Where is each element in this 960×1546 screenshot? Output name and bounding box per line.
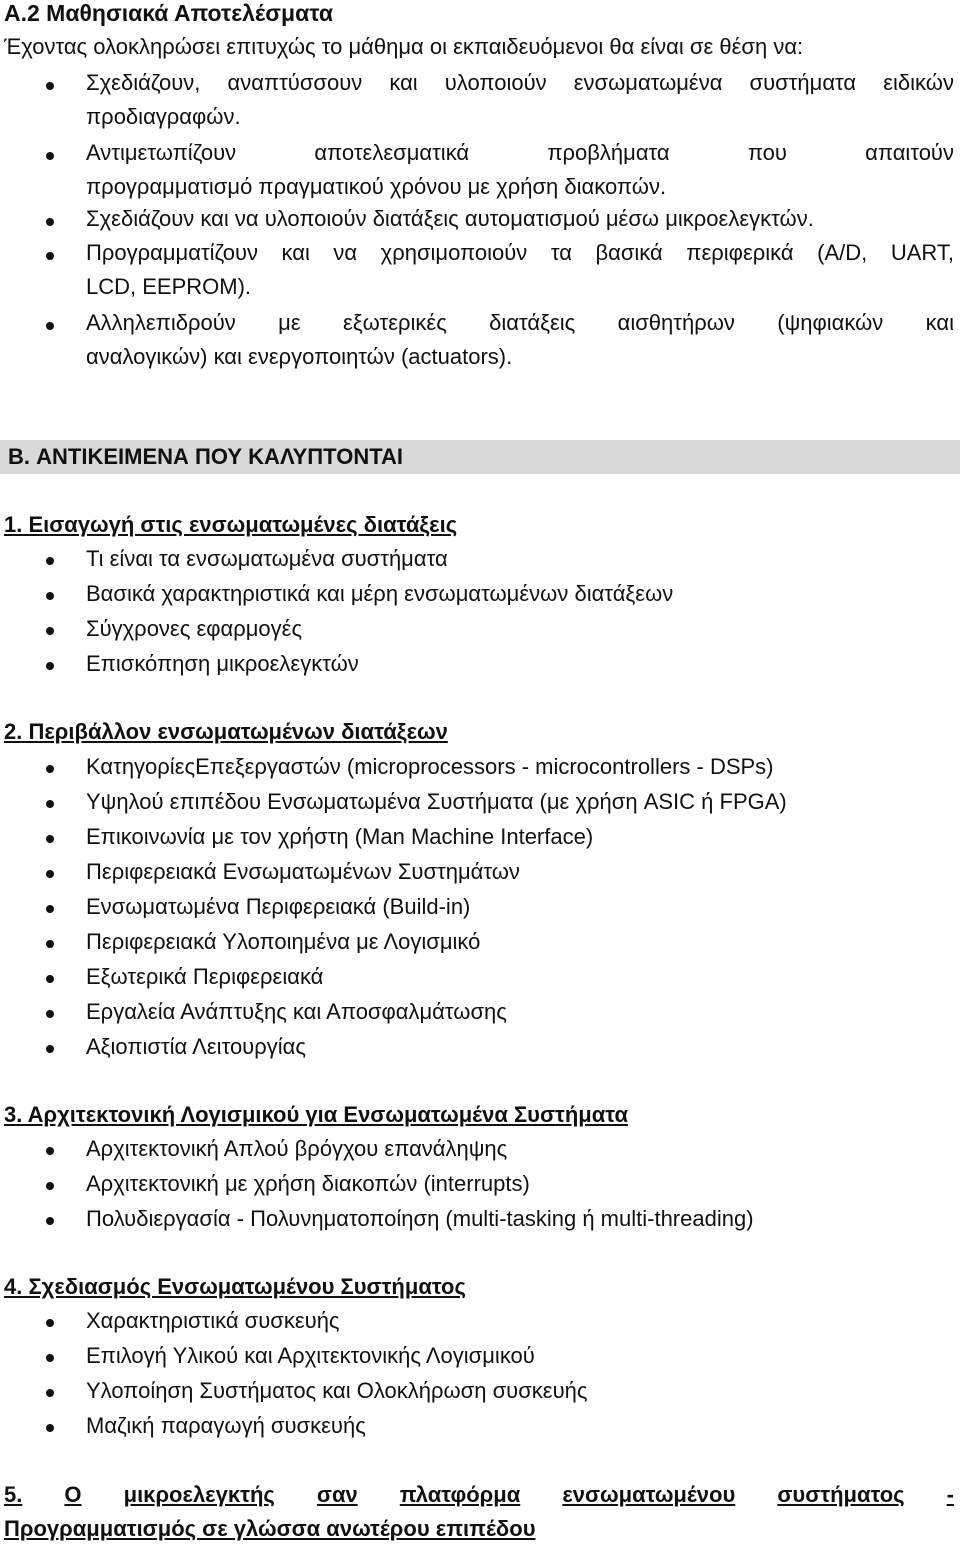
list-item: Πολυδιεργασία - Πολυνηματοποίηση (multi-tasking ή multi-threading)	[86, 1206, 754, 1231]
bullet-icon	[46, 1424, 54, 1432]
list-item: Μαζική παραγωγή συσκευής	[86, 1413, 366, 1438]
outcome-5-line-1: Αλληλεπιδρούν με εξωτερικές διατάξεις αισθητήρων (ψηφιακών και	[86, 310, 954, 335]
list-item: Εργαλεία Ανάπτυξης και Αποσφαλμάτωσης	[86, 999, 507, 1024]
bullet-icon	[46, 322, 54, 330]
list-item: Αρχιτεκτονική με χρήση διακοπών (interrupts)	[86, 1171, 530, 1196]
outcome-4-line-2: LCD, EEPROM).	[86, 274, 252, 299]
page-title: A.2 Μαθησιακά Αποτελέσματα	[4, 0, 334, 26]
list-item: Αρχιτεκτονική Απλού βρόγχου επανάληψης	[86, 1136, 508, 1161]
bullet-icon	[46, 765, 54, 773]
bullet-icon	[46, 1354, 54, 1362]
outcome-5-line-2: αναλογικών) και ενεργοποιητών (actuators).	[86, 344, 513, 369]
list-item: Χαρακτηριστικά συσκευής	[86, 1308, 340, 1333]
bullet-icon	[46, 592, 54, 600]
topic-4-heading: 4. Σχεδιασμός Ενσωματωμένου Συστήματος	[4, 1274, 466, 1299]
list-item: Αξιοπιστία Λειτουργίας	[86, 1034, 306, 1059]
list-item: Επισκόπηση μικροελεγκτών	[86, 651, 359, 676]
topic-5-heading-line-2: Προγραμματισμός σε γλώσσα ανωτέρου επιπέδου	[4, 1516, 536, 1541]
list-item: Περιφερειακά Ενσωματωμένων Συστημάτων	[86, 859, 520, 884]
bullet-icon	[46, 835, 54, 843]
bullet-icon	[46, 557, 54, 565]
list-item: Βασικά χαρακτηριστικά και μέρη ενσωματωμένων διατάξεων	[86, 581, 674, 606]
bullet-icon	[46, 1147, 54, 1155]
bullet-icon	[46, 252, 54, 260]
outcome-3: Σχεδιάζουν και να υλοποιούν διατάξεις αυτοματισμού μέσω μικροελεγκτών.	[86, 206, 814, 231]
bullet-icon	[46, 82, 54, 90]
bullet-icon	[46, 1182, 54, 1190]
outcome-2-line-1: Αντιμετωπίζουν αποτελεσματικά προβλήματα που απαιτούν	[86, 140, 954, 165]
list-item: Επικοινωνία με τον χρήστη (Man Machine Interface)	[86, 824, 594, 849]
topic-3-heading: 3. Αρχιτεκτονική Λογισμικού για Ενσωματωμένα Συστήματα	[4, 1102, 629, 1127]
bullet-icon	[46, 1217, 54, 1225]
list-item: Εξωτερικά Περιφερειακά	[86, 964, 324, 989]
outcome-1-line-2: προδιαγραφών.	[86, 104, 241, 129]
topic-2-heading: 2. Περιβάλλον ενσωματωμένων διατάξεων	[4, 719, 448, 744]
list-item: Υλοποίηση Συστήματος και Ολοκλήρωση συσκευής	[86, 1378, 588, 1403]
bullet-icon	[46, 800, 54, 808]
outcome-2-line-2: προγραμματισμό πραγματικού χρόνου με χρήση διακοπών.	[86, 174, 667, 199]
list-item: Σύγχρονες εφαρμογές	[86, 616, 303, 641]
list-item: Ενσωματωμένα Περιφερειακά (Build-in)	[86, 894, 471, 919]
list-item: Τι είναι τα ενσωματωμένα συστήματα	[86, 546, 448, 571]
outcome-4-line-1: Προγραμματίζουν και να χρησιμοποιούν τα βασικά περιφερικά (A/D, UART,	[86, 240, 954, 265]
topic-5-heading-line-1: 5. Ο μικροελεγκτής σαν πλατφόρμα ενσωματωμένου συστήματος -	[4, 1482, 954, 1507]
list-item: Περιφερειακά Υλοποιημένα με Λογισμικό	[86, 929, 481, 954]
bullet-icon	[46, 218, 54, 226]
list-item: Επιλογή Υλικού και Αρχιτεκτονικής Λογισμικού	[86, 1343, 535, 1368]
bullet-icon	[46, 1045, 54, 1053]
bullet-icon	[46, 1010, 54, 1018]
list-item: Υψηλού επιπέδου Ενσωματωμένα Συστήματα (με χρήση ASIC ή FPGA)	[86, 789, 787, 814]
bullet-icon	[46, 662, 54, 670]
bullet-icon	[46, 1319, 54, 1327]
topic-1-heading: 1. Εισαγωγή στις ενσωματωμένες διατάξεις	[4, 512, 458, 537]
bullet-icon	[46, 152, 54, 160]
bullet-icon	[46, 870, 54, 878]
bullet-icon	[46, 627, 54, 635]
bullet-icon	[46, 905, 54, 913]
bullet-icon	[46, 940, 54, 948]
outcome-1-line-1: Σχεδιάζουν, αναπτύσσουν και υλοποιούν ενσωματωμένα συστήματα ειδικών	[86, 70, 954, 95]
intro-text: Έχοντας ολοκληρώσει επιτυχώς το μάθημα οι εκπαιδευόμενοι θα είναι σε θέση να:	[4, 34, 804, 59]
section-b-title: B. ΑΝΤΙΚΕΙΜΕΝΑ ΠΟΥ ΚΑΛΥΠΤΟΝΤΑΙ	[8, 444, 404, 469]
bullet-icon	[46, 975, 54, 983]
list-item: ΚατηγορίεςΕπεξεργαστών (microprocessors - microcontrollers - DSPs)	[86, 754, 774, 779]
bullet-icon	[46, 1389, 54, 1397]
